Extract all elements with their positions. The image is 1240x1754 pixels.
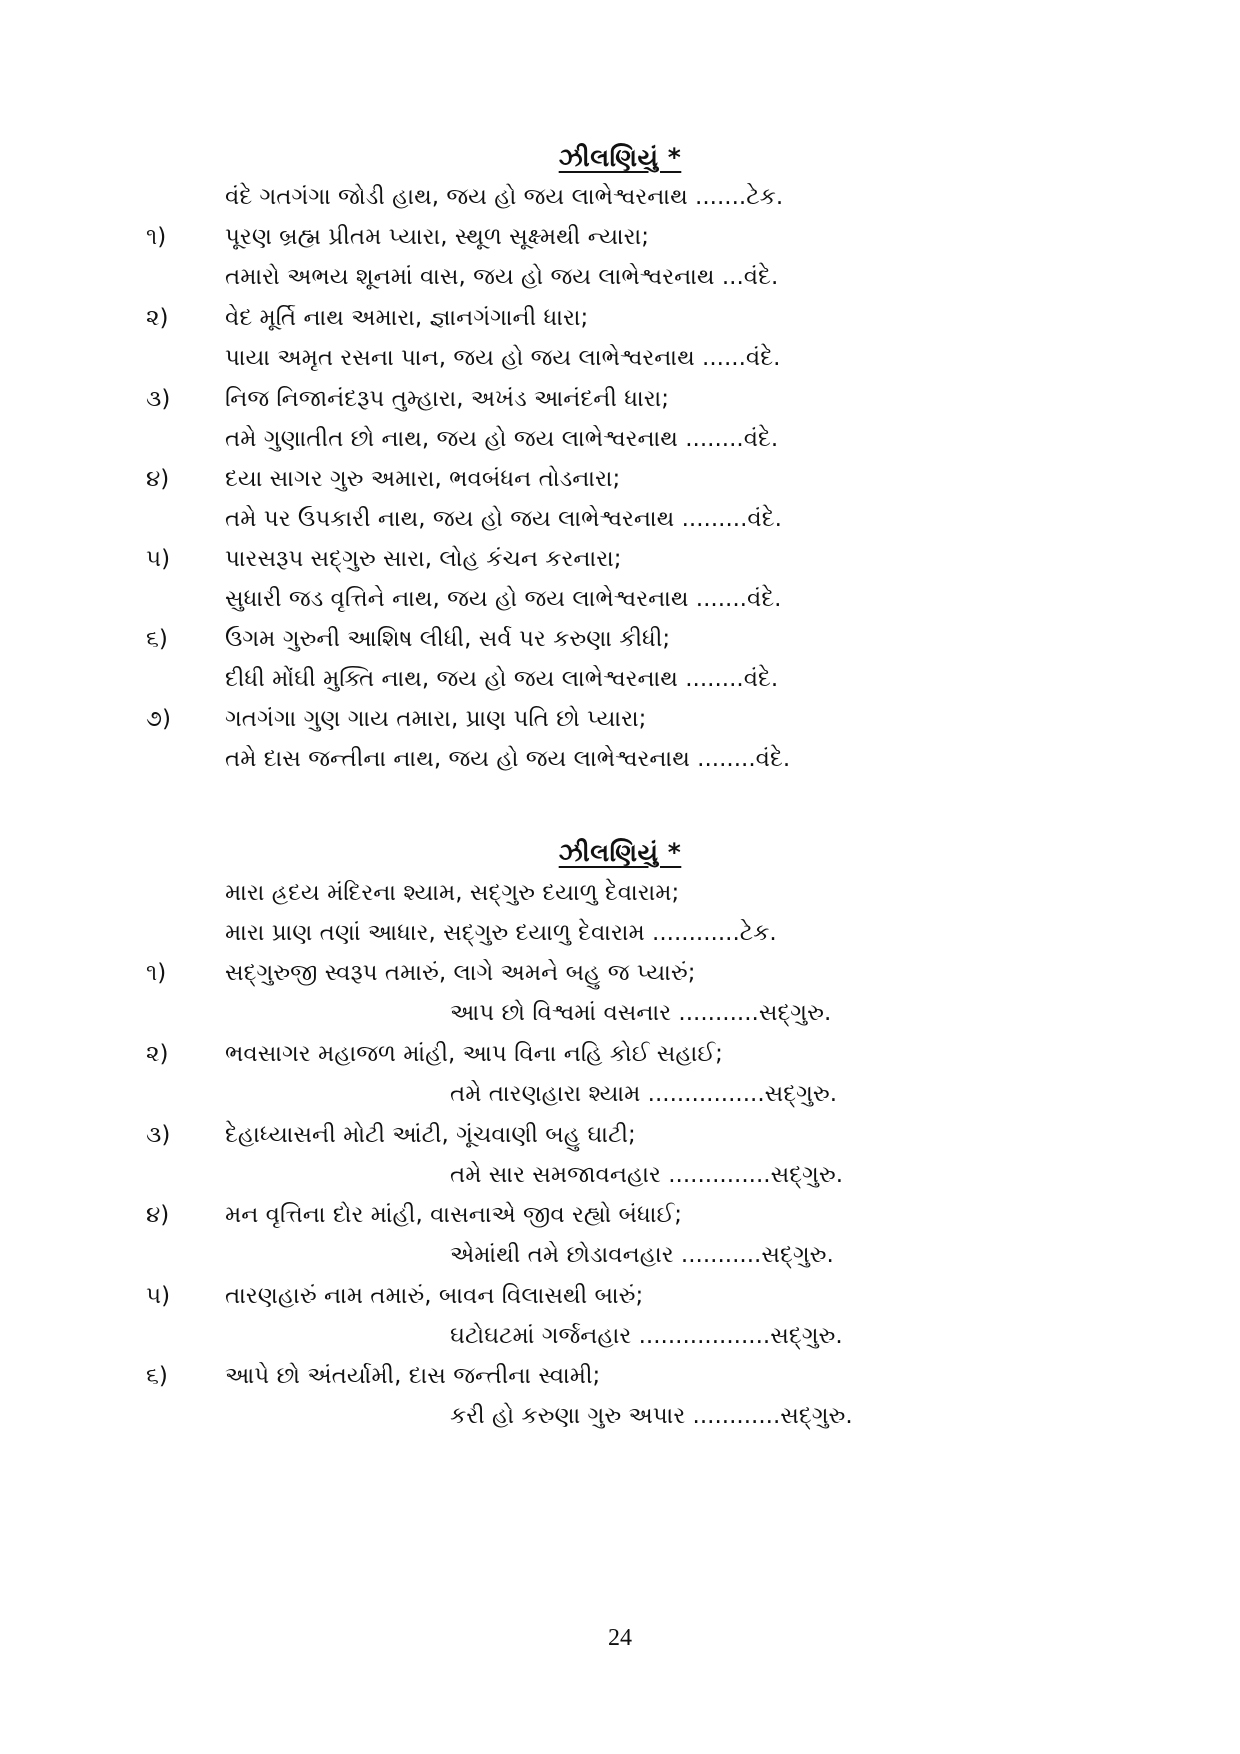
song-1-verse-5-line-2: સુધારી જડ વૃત્તિને નાથ, જય હો જય લાભેશ્વરનાથ .......વંદે. (225, 586, 782, 612)
song-2-verse-2-line-1: ભવસાગર મહાજળ માંહી, આપ વિના નહિ કોઈ સહાઈ; (225, 1041, 723, 1067)
song-2-title: ઝીલણિયું * (558, 838, 682, 867)
song-2-verse-3-line-1: દેહાધ્યાસની મોટી આંટી, ગૂંચવાણી બહુ ઘાટી; (225, 1122, 636, 1148)
song-2-verse-4-line-1: મન વૃત્તિના દોર માંહી, વાસનાએ જીવ રહ્યો બંધાઈ; (225, 1202, 682, 1228)
song-2-verse-2-number: ૨) (146, 1041, 169, 1067)
song-1-verse-7-line-1: ગતગંગા ગુણ ગાય તમારા, પ્રાણ પતિ છો પ્યારા; (225, 706, 647, 732)
song-1-verse-1-number: ૧) (146, 224, 167, 250)
song-2-verse-3-line-2: તમે સાર સમજાવનહાર ..............સદ્‌ગુરુ. (450, 1162, 844, 1188)
song-2-refrain-line-2: મારા પ્રાણ તણાં આધાર, સદ્‌ગુરુ દયાળુ દેવારામ ............ટેક. (225, 920, 777, 946)
song-1-title: ઝીલણિયું * (558, 143, 682, 172)
page-number: 24 (608, 1625, 632, 1651)
song-2-verse-1-line-2: આપ છો વિશ્વમાં વસનાર ...........સદ્‌ગુરુ. (450, 1000, 832, 1026)
song-1-verse-7-number: ૭) (146, 706, 171, 732)
song-2-verse-4-number: ૪) (146, 1202, 170, 1228)
song-2-verse-6-line-2: કરી હો કરુણા ગુરુ અપાર ............સદ્‌ગુરુ. (450, 1403, 853, 1429)
song-2-verse-6-number: ૬) (146, 1363, 168, 1389)
song-1-verse-2-line-1: વેદ મૂર્તિ નાથ અમારા, જ્ઞાનગંગાની ધારા; (225, 305, 589, 331)
song-1-verse-1-line-1: પૂરણ બ્રહ્મ પ્રીતમ પ્યારા, સ્થૂળ સૂક્ષ્મથી ન્યારા; (225, 224, 649, 250)
song-2-verse-6-line-1: આપે છો અંતર્યામી, દાસ જન્તીના સ્વામી; (225, 1363, 601, 1389)
song-1-verse-1-line-2: તમારો અભય શૂનમાં વાસ, જય હો જય લાભેશ્વરનાથ ...વંદે. (225, 264, 779, 290)
song-1-verse-7-line-2: તમે દાસ જન્તીના નાથ, જય હો જય લાભેશ્વરનાથ ........વંદે. (225, 746, 791, 772)
song-1-verse-4-line-1: દયા સાગર ગુરુ અમારા, ભવબંધન તોડનારા; (225, 466, 621, 492)
song-1-verse-4-number: ૪) (146, 466, 170, 492)
song-1-verse-2-line-2: પાયા અમૃત રસના પાન, જય હો જય લાભેશ્વરનાથ ......વંદે. (225, 345, 781, 371)
song-2-verse-5-number: ૫) (146, 1283, 171, 1309)
song-1-verse-3-number: ૩) (146, 386, 171, 412)
song-2-verse-5-line-2: ઘટોઘટમાં ગર્જનહાર ..................સદ્‌ગુરુ. (450, 1323, 843, 1349)
song-1-refrain: વંદે ગતગંગા જોડી હાથ, જય હો જય લાભેશ્વરનાથ .......ટેક. (225, 184, 784, 210)
song-2-verse-2-line-2: તમે તારણહારા શ્યામ ................સદ્‌ગુરુ. (450, 1081, 838, 1107)
song-1-verse-6-line-2: દીધી મોંઘી મુક્તિ નાથ, જય હો જય લાભેશ્વરનાથ ........વંદે. (225, 666, 779, 692)
song-1-verse-3-line-1: નિજ નિજાનંદરૂપ તુમ્હારા, અખંડ આનંદની ધારા; (225, 386, 669, 412)
song-2-refrain-line-1: મારા હ્રદય મંદિરના શ્યામ, સદ્‌ગુરુ દયાળુ દેવારામ; (225, 880, 680, 906)
song-1-verse-6-line-1: ઉગમ ગુરુની આશિષ લીધી, સર્વ પર કરુણા કીધી; (225, 626, 671, 652)
song-1-verse-4-line-2: તમે પર ઉપકારી નાથ, જય હો જય લાભેશ્વરનાથ .........વંદે. (225, 506, 782, 532)
song-2-verse-1-number: ૧) (146, 960, 167, 986)
song-2-verse-4-line-2: એમાંથી તમે છોડાવનહાર ...........સદ્‌ગુરુ. (450, 1242, 834, 1268)
song-1-verse-2-number: ૨) (146, 305, 169, 331)
song-2-verse-5-line-1: તારણહારું નામ તમારું, બાવન વિલાસથી બારું; (225, 1283, 644, 1309)
song-1-verse-6-number: ૬) (146, 626, 168, 652)
song-2-verse-3-number: ૩) (146, 1122, 171, 1148)
song-2-verse-1-line-1: સદ્‌ગુરુજી સ્વરૂપ તમારું, લાગે અમને બહુ જ પ્યારું; (225, 960, 696, 986)
song-1-verse-3-line-2: તમે ગુણાતીત છો નાથ, જય હો જય લાભેશ્વરનાથ ........વંદે. (225, 426, 779, 452)
song-1-verse-5-number: ૫) (146, 546, 171, 572)
song-1-verse-5-line-1: પારસરૂપ સદ્‌ગુરુ સારા, લોહ કંચન કરનારા; (225, 546, 622, 572)
